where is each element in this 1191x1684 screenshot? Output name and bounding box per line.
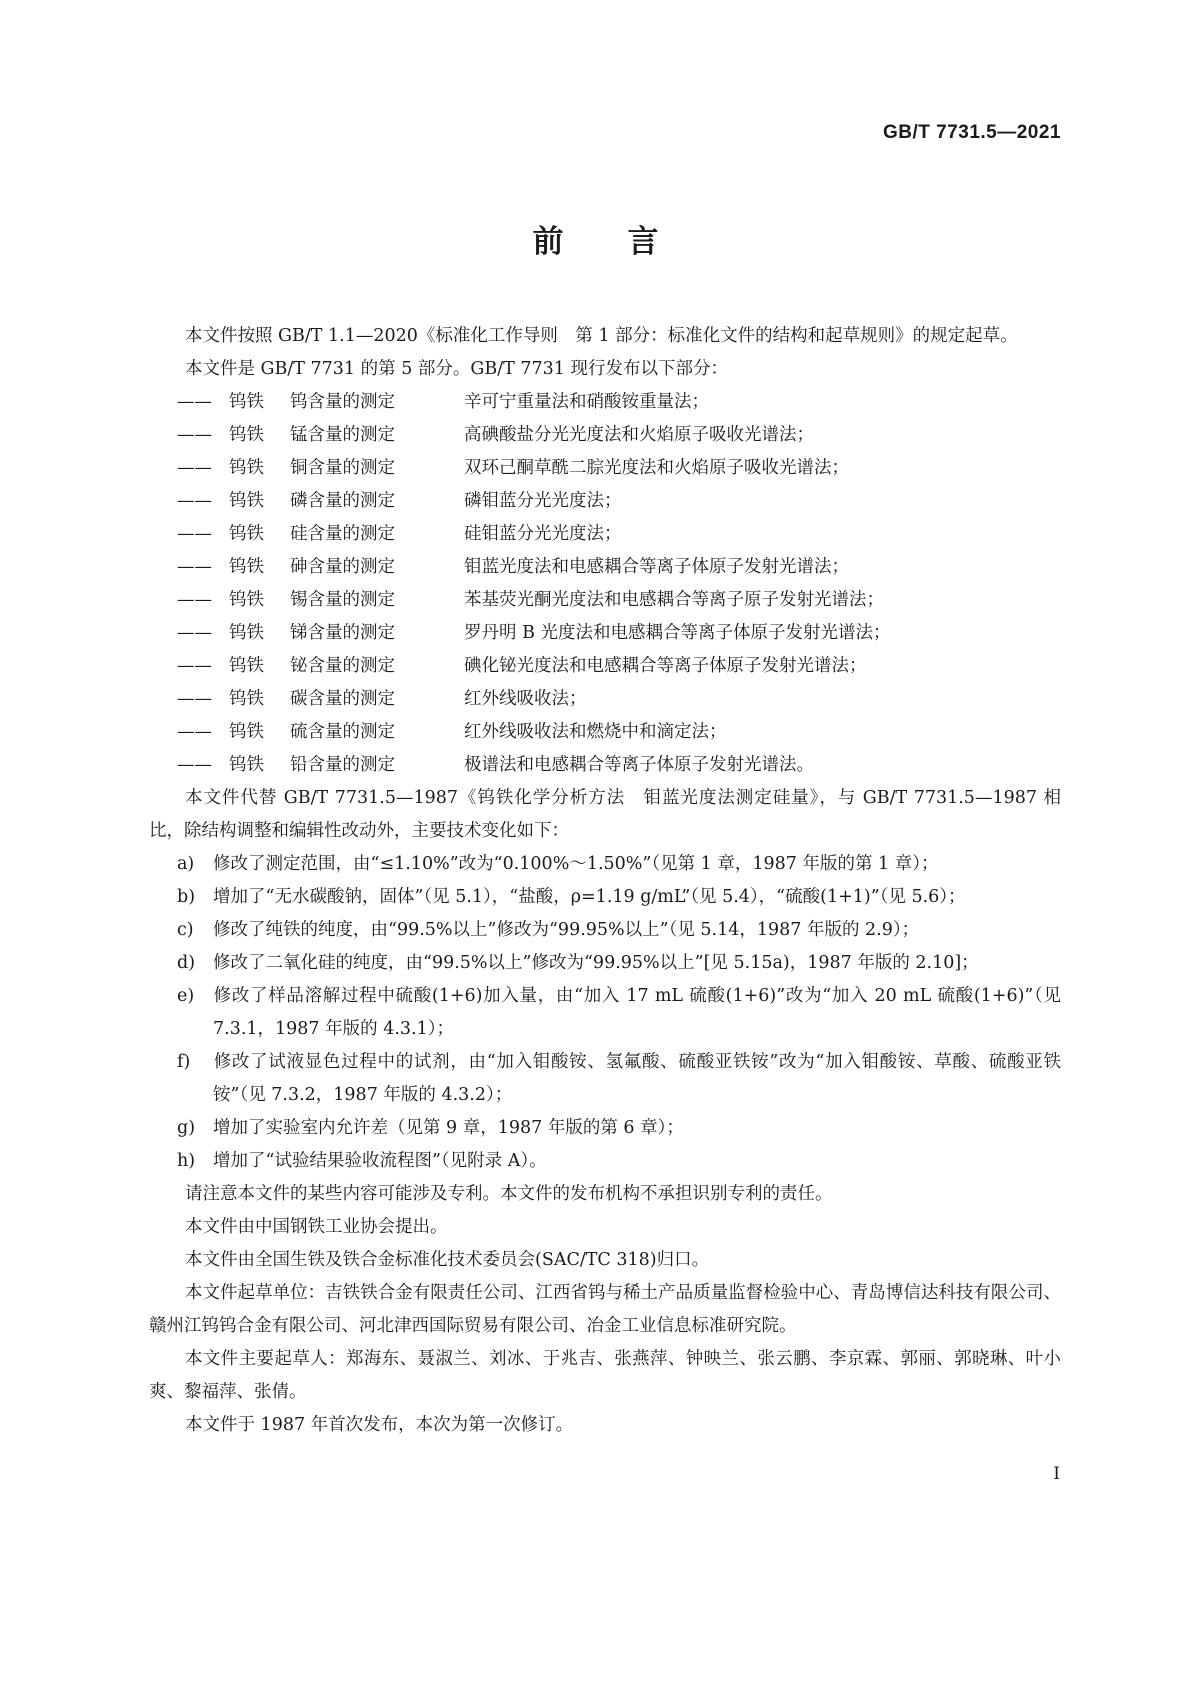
part-subject: 钨铁 bbox=[229, 425, 264, 445]
list-item bbox=[149, 617, 1061, 650]
publication-history: 本文件于 1987 年首次发布，本次为第一次修订。 bbox=[185, 1415, 574, 1435]
part-subject: 钨铁 bbox=[229, 491, 264, 511]
part-subject: 钨铁 bbox=[229, 557, 264, 577]
list-item bbox=[149, 1145, 1061, 1178]
change-text: 增加了“试验结果验收流程图”（见附录 A）。 bbox=[213, 1151, 547, 1171]
part-method: 双环己酮草酰二腙光度法和火焰原子吸收光谱法； bbox=[464, 458, 849, 478]
part-element: 钨含量的测定 bbox=[290, 392, 395, 412]
list-item bbox=[149, 584, 1061, 617]
list-item bbox=[149, 419, 1061, 452]
change-text: 修改了二氧化硅的纯度，由“99.5%以上”修改为“99.95%以上”[见 5.15a)，1987 年版的 2.10]； bbox=[213, 953, 979, 973]
dash-marker: —— bbox=[177, 425, 212, 445]
part-subject: 钨铁 bbox=[229, 755, 264, 775]
part-subject: 钨铁 bbox=[229, 689, 264, 709]
list-marker: f) bbox=[177, 1052, 191, 1072]
part-method: 钼蓝光度法和电感耦合等离子体原子发射光谱法； bbox=[464, 557, 849, 577]
part-element: 锑含量的测定 bbox=[290, 623, 395, 643]
page-title-char-1: 前 bbox=[532, 224, 564, 260]
list-item bbox=[149, 452, 1061, 485]
part-element: 硅含量的测定 bbox=[290, 524, 395, 544]
dash-marker: —— bbox=[177, 557, 212, 577]
list-item bbox=[149, 947, 1061, 980]
replacement-paragraph: 本文件代替 GB/T 7731.5—1987《钨铁化学分析方法 钼蓝光度法测定硅量》，与 GB/T 7731.5—1987 相比，除结构调整和编辑性改动外，主要技术变化如下： bbox=[149, 788, 1061, 841]
dash-marker: —— bbox=[177, 722, 212, 742]
list-item bbox=[149, 881, 1061, 914]
part-method: 红外线吸收法； bbox=[464, 689, 587, 709]
part-element: 锡含量的测定 bbox=[290, 590, 395, 610]
change-text: 修改了样品溶解过程中硫酸(1+6)加入量，由“加入 17 mL 硫酸(1+6)”改为“加入 20 mL 硫酸(1+6)”（见 7.3.1，1987 年版的 4.3.1）； bbox=[213, 986, 1061, 1039]
list-item bbox=[149, 980, 1061, 1046]
list-item bbox=[149, 551, 1061, 584]
part-method: 罗丹明 B 光度法和电感耦合等离子体原子发射光谱法； bbox=[464, 623, 891, 643]
part-method: 苯基荧光酮光度法和电感耦合等离子原子发射光谱法； bbox=[464, 590, 884, 610]
list-marker: d) bbox=[177, 953, 196, 973]
change-text: 增加了实验室内允许差（见第 9 章，1987 年版的第 6 章）； bbox=[213, 1118, 684, 1138]
dash-marker: —— bbox=[177, 590, 212, 610]
dash-marker: —— bbox=[177, 755, 212, 775]
part-element: 锰含量的测定 bbox=[290, 425, 395, 445]
parts-list bbox=[149, 386, 1061, 782]
dash-marker: —— bbox=[177, 524, 212, 544]
dash-marker: —— bbox=[177, 458, 212, 478]
part-subject: 钨铁 bbox=[229, 392, 264, 412]
part-element: 铅含量的测定 bbox=[290, 755, 395, 775]
list-item bbox=[149, 848, 1061, 881]
part-method: 硅钼蓝分光光度法； bbox=[464, 524, 622, 544]
part-element: 硫含量的测定 bbox=[290, 722, 395, 742]
list-item bbox=[149, 914, 1061, 947]
standard-code: GB/T 7731.5—2021 bbox=[882, 122, 1061, 143]
list-item bbox=[149, 518, 1061, 551]
list-item bbox=[149, 1046, 1061, 1112]
page-title bbox=[0, 222, 1191, 262]
intro-paragraph-drafting-rules: 本文件按照 GB/T 1.1—2020《标准化工作导则 第 1 部分：标准化文件的结构和起草规则》的规定起草。 bbox=[185, 326, 1018, 346]
part-subject: 钨铁 bbox=[229, 590, 264, 610]
part-element: 砷含量的测定 bbox=[290, 557, 395, 577]
list-item bbox=[149, 650, 1061, 683]
main-drafters: 本文件主要起草人：郑海东、聂淑兰、刘冰、于兆吉、张燕萍、钟映兰、张云鹏、李京霖、郭丽、郭晓琳、叶小爽、黎福萍、张倩。 bbox=[149, 1349, 1061, 1402]
dash-marker: —— bbox=[177, 392, 212, 412]
part-subject: 钨铁 bbox=[229, 656, 264, 676]
intro-paragraph-parts: 本文件是 GB/T 7731 的第 5 部分。GB/T 7731 现行发布以下部分： bbox=[185, 359, 728, 379]
list-marker: b) bbox=[177, 887, 196, 907]
part-element: 铋含量的测定 bbox=[290, 656, 395, 676]
change-text: 增加了“无水碳酸钠，固体”（见 5.1），“盐酸，ρ=1.19 g/mL”（见 5.4），“硫酸(1+1)”（见 5.6）； bbox=[213, 887, 966, 907]
list-marker: g) bbox=[177, 1118, 196, 1138]
list-marker: e) bbox=[177, 986, 195, 1006]
changes-list bbox=[149, 848, 1061, 1178]
list-marker: h) bbox=[177, 1151, 196, 1171]
change-text: 修改了试液显色过程中的试剂，由“加入钼酸铵、氢氟酸、硫酸亚铁铵”改为“加入钼酸铵、草酸、硫酸亚铁铵”（见 7.3.2，1987 年版的 4.3.2）； bbox=[213, 1052, 1061, 1105]
page-number: I bbox=[1053, 1464, 1060, 1484]
page-title-char-2: 言 bbox=[627, 224, 659, 260]
dash-marker: —— bbox=[177, 656, 212, 676]
list-item bbox=[149, 749, 1061, 782]
part-method: 红外线吸收法和燃烧中和滴定法； bbox=[464, 722, 727, 742]
part-subject: 钨铁 bbox=[229, 458, 264, 478]
drafting-organizations: 本文件起草单位：吉铁铁合金有限责任公司、江西省钨与稀土产品质量监督检验中心、青岛博信达科技有限公司、赣州江钨钨合金有限公司、河北津西国际贸易有限公司、冶金工业信息标准研究院。 bbox=[149, 1283, 1061, 1336]
committee-statement: 本文件由全国生铁及铁合金标准化技术委员会(SAC/TC 318)归口。 bbox=[185, 1250, 710, 1270]
part-method: 极谱法和电感耦合等离子体原子发射光谱法。 bbox=[464, 755, 814, 775]
part-method: 辛可宁重量法和硝酸铵重量法； bbox=[464, 392, 709, 412]
list-item bbox=[149, 485, 1061, 518]
part-element: 碳含量的测定 bbox=[290, 689, 395, 709]
list-marker: a) bbox=[177, 854, 195, 874]
part-method: 磷钼蓝分光光度法； bbox=[464, 491, 622, 511]
part-element: 磷含量的测定 bbox=[290, 491, 395, 511]
dash-marker: —— bbox=[177, 623, 212, 643]
list-item bbox=[149, 683, 1061, 716]
dash-marker: —— bbox=[177, 491, 212, 511]
part-subject: 钨铁 bbox=[229, 524, 264, 544]
change-text: 修改了测定范围，由“≤1.10%”改为“0.100%～1.50%”（见第 1 章，1987 年版的第 1 章）； bbox=[213, 854, 939, 874]
part-subject: 钨铁 bbox=[229, 623, 264, 643]
part-element: 铜含量的测定 bbox=[290, 458, 395, 478]
list-item bbox=[149, 1112, 1061, 1145]
list-item bbox=[149, 386, 1061, 419]
proposer-statement: 本文件由中国钢铁工业协会提出。 bbox=[185, 1217, 448, 1237]
dash-marker: —— bbox=[177, 689, 212, 709]
part-method: 碘化铋光度法和电感耦合等离子体原子发射光谱法； bbox=[464, 656, 867, 676]
part-method: 高碘酸盐分光光度法和火焰原子吸收光谱法； bbox=[464, 425, 814, 445]
patent-notice: 请注意本文件的某些内容可能涉及专利。本文件的发布机构不承担识别专利的责任。 bbox=[185, 1184, 833, 1204]
change-text: 修改了纯铁的纯度，由“99.5%以上”修改为“99.95%以上”（见 5.14，1987 年版的 2.9）； bbox=[213, 920, 920, 940]
list-item bbox=[149, 716, 1061, 749]
preface-body bbox=[149, 320, 1061, 1442]
list-marker: c) bbox=[177, 920, 194, 940]
part-subject: 钨铁 bbox=[229, 722, 264, 742]
